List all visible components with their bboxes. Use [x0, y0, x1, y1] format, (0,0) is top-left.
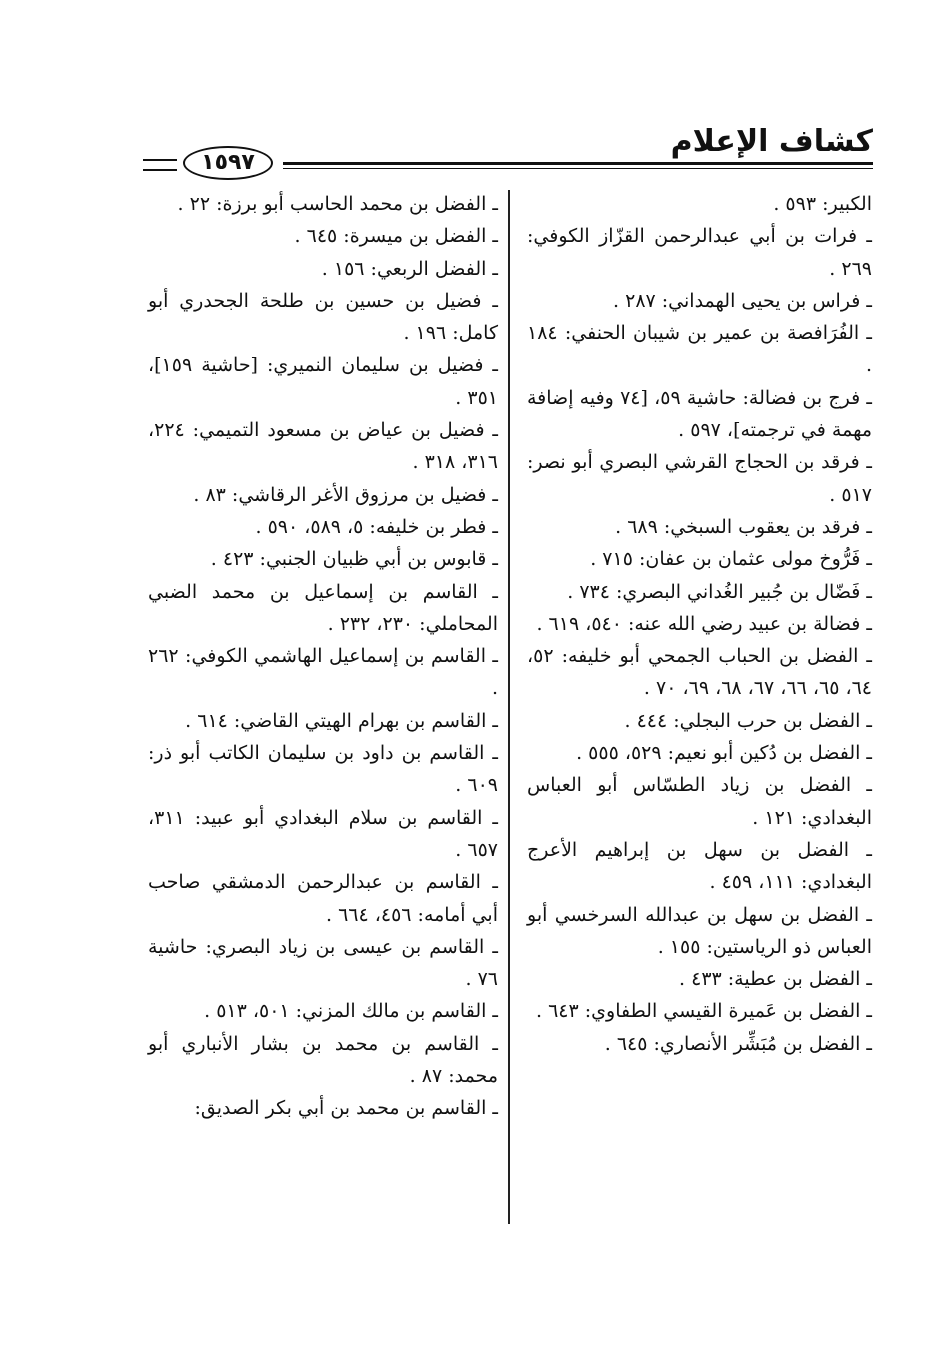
index-entry: ـ فضيل بن عياض بن مسعود التميمي: ٢٢٤، ٣١٦، ٣١٨ .	[148, 419, 498, 474]
index-entry: ـ الفضل بن عَميرة القيسي الطفاوي: ٦٤٣ .	[535, 1000, 872, 1023]
index-entry: ـ القاسم بن داود بن سليمان الكاتب أبو ذر: ٦٠٩ .	[148, 742, 498, 797]
index-entry: ـ الفضل الربعي: ١٥٦ .	[321, 257, 498, 280]
index-entry: ـ القاسم بن محمد بن بشار الأنباري أبو محمد: ٨٧ .	[148, 1032, 498, 1088]
column-divider	[508, 190, 510, 1224]
index-entry: ـ القاسم بن عيسى بن زياد البصري: حاشية ٧٦ .	[148, 935, 498, 991]
header-rule	[283, 162, 873, 165]
index-entry: ـ القاسم بن عبدالرحمن الدمشقي صاحب أبي أمامه: ٤٥٦، ٦٦٤ .	[148, 871, 498, 926]
index-entry: ـ الفضل بن محمد الحاسب أبو برزة: ٢٢ .	[177, 193, 498, 215]
index-entry: ـ الفضل بن حرب البجلي: ٤٤٤ .	[624, 709, 872, 732]
page-number: ١٥٩٧	[183, 146, 273, 180]
index-entry: ـ فضيل بن مرزوق الأغر الرقاشي: ٨٣ .	[193, 483, 498, 506]
index-entry: ـ الفضل بن مُبَشِّر الأنصاري: ٦٤٥ .	[604, 1032, 872, 1055]
index-entry: ـ قابوس بن أبي ظبيان الجنبي: ٤٢٣ .	[210, 548, 498, 571]
index-entry: ـ فضيل بن سليمان النميري: [حاشية ١٥٩]، ٣٥١ .	[148, 354, 498, 409]
book-title: كشاف الإعلام	[670, 124, 873, 159]
index-entry: ـ فرقد بن يعقوب السبخي: ٦٨٩ .	[615, 515, 872, 538]
index-entry: ـ فضيل بن حسين بن طلحة الجحدري أبو كامل: ١٩٦ .	[148, 289, 498, 345]
index-entry: الكبير: ٥٩٣ .	[773, 193, 872, 215]
index-entry: ـ القاسم بن إسماعيل بن محمد الضبي المحاملي: ٢٣٠، ٢٣٢ .	[148, 580, 498, 635]
index-entry: ـ الفُرَافصة بن عمير بن شيبان الحنفي: ١٨٤ .	[527, 322, 872, 377]
index-entry: ـ فرات بن أبي عبدالرحمن القزّاز الكوفي: ٢٦٩ .	[527, 225, 872, 280]
index-entry: ـ الفضل بن زياد الطسّاس أبو العباس البغدادي: ١٢١ .	[527, 774, 872, 829]
index-entry: ـ الفضل بن سهل بن إبراهيم الأعرج البغدادي: ١١١، ٤٥٩ .	[527, 838, 872, 894]
index-entry: ـ القاسم بن مالك المزني: ٥٠١، ٥١٣ .	[204, 1000, 498, 1023]
left-column	[148, 188, 498, 1125]
header-ornament-lines	[143, 159, 177, 171]
page-header	[143, 118, 873, 180]
index-entry: ـ الفضل بن سهل بن عبدالله السرخسي أبو العباس ذو الرياستين: ١٥٥ .	[527, 903, 872, 958]
index-entry: ـ فَرُّوخ مولى عثمان بن عفان: ٧١٥ .	[590, 548, 872, 571]
index-entry: ـ القاسم بن بهرام الهيتي القاضي: ٦١٤ .	[185, 709, 498, 732]
index-entry: ـ الفضل بن عطية: ٤٣٣ .	[679, 968, 872, 991]
index-entry: ـ فطر بن خليفه: ٥، ٥٨٩، ٥٩٠ .	[255, 515, 498, 538]
index-entry: ـ الفضل بن دُكين أبو نعيم: ٥٢٩، ٥٥٥ .	[576, 742, 872, 765]
index-entry: ـ القاسم بن محمد بن أبي بكر الصديق:	[194, 1097, 498, 1120]
right-column	[527, 188, 872, 1060]
index-entry: ـ القاسم بن إسماعيل الهاشمي الكوفي: ٢٦٢ .	[148, 645, 498, 700]
index-entry: ـ فَضّال بن جُبير الغُداني البصري: ٧٣٤ .	[567, 580, 872, 603]
index-entry: ـ فراس بن يحيى الهمداني: ٢٨٧ .	[613, 289, 872, 312]
index-entry: ـ الفضل بن ميسرة: ٦٤٥ .	[294, 225, 498, 248]
header-rule-thin	[283, 168, 873, 169]
index-entry: ـ فرقد بن الحجاج القرشي البصري أبو نصر: ٥١٧ .	[527, 451, 872, 506]
index-entry: ـ فضالة بن عبيد رضي الله عنه: ٥٤٠، ٦١٩ .	[536, 612, 872, 635]
index-entry: ـ فرج بن فضالة: حاشية ٥٩، [٧٤ وفيه إضافة مهمة في ترجمته]، ٥٩٧ .	[527, 386, 872, 442]
index-entry: ـ الفضل بن الحباب الجمحي أبو خليفه: ٥٢، ٦٤، ٦٥، ٦٦، ٦٧، ٦٨، ٦٩، ٧٠ .	[527, 645, 872, 700]
index-entry: ـ القاسم بن سلام البغدادي أبو عبيد: ٣١١، ٦٥٧ .	[148, 806, 498, 861]
